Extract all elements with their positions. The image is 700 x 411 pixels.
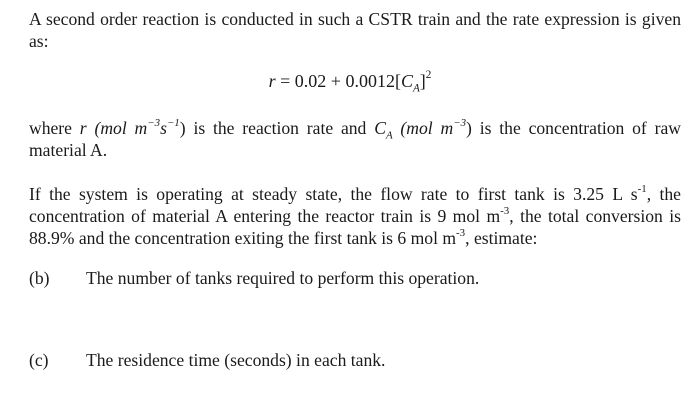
question-c-text: The residence time (seconds) in each tank.	[86, 350, 386, 370]
system-e3: -3	[456, 226, 466, 239]
question-b-label: (b)	[29, 268, 50, 288]
eq-conc: C	[400, 71, 413, 91]
eq-sub: A	[412, 82, 420, 95]
where-t1: where	[29, 118, 80, 138]
system-paragraph	[29, 183, 681, 249]
where-unit2b: )	[466, 118, 472, 138]
system-t2: , the concentration of material A entering the reactor train is 9 mol m	[29, 184, 681, 226]
where-r: r	[79, 118, 87, 138]
rate-equation	[0, 69, 700, 95]
where-unit1a: (mol m	[86, 118, 148, 138]
system-e1: -1	[637, 182, 647, 195]
where-paragraph	[29, 117, 681, 161]
question-c-label: (c)	[29, 350, 49, 370]
where-ca: C	[374, 118, 386, 138]
system-e2: -3	[500, 204, 510, 217]
intro-paragraph: A second order reaction is conducted in such a CSTR train and the rate expression is given as:	[29, 9, 681, 51]
system-t1: If the system is operating at steady state, the flow rate to first tank is 3.25 L s	[29, 184, 638, 204]
where-unit1exp2: −1	[166, 116, 180, 129]
question-b-text: The number of tanks required to perform this operation.	[86, 268, 480, 288]
system-t4: , estimate:	[465, 228, 538, 248]
eq-exp: 2	[425, 69, 432, 82]
where-casub: A	[385, 129, 393, 142]
eq-close: ]	[419, 71, 426, 91]
where-t2: is the reaction rate and	[185, 118, 375, 138]
where-t3: is the concentration of raw material A.	[29, 118, 681, 160]
system-t3: , the total conversion is 88.9% and the concentration exiting the first tank is 6 mol m	[29, 206, 681, 248]
eq-body: = 0.02 + 0.0012[	[275, 71, 401, 91]
where-unit1c: )	[179, 118, 186, 138]
eq-lhs: r	[268, 71, 276, 91]
where-unit1exp1: −3	[147, 116, 161, 129]
where-unit2exp: −3	[453, 116, 467, 129]
where-unit1b: s	[160, 118, 167, 138]
where-unit2a: (mol m	[392, 118, 454, 138]
